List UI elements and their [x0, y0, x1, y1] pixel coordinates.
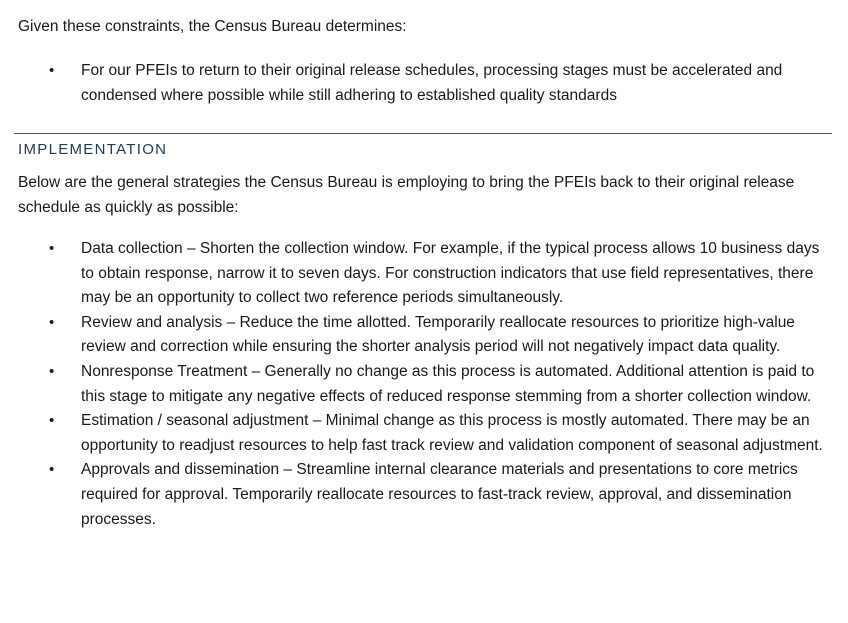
list-item [0, 311, 848, 360]
list-item-text: Review and analysis – Reduce the time allotted. Temporarily reallocate resources to prioritize high-value review and correction while ensuring the shorter analysis period will not negatively impact data quality. [81, 313, 795, 356]
list-item-text: For our PFEIs to return to their original release schedules, processing stages must be accelerated and condensed where possible while still adhering to established quality standards [81, 62, 783, 104]
list-item [0, 360, 848, 409]
section-divider [14, 133, 832, 134]
list-item-text: Estimation / seasonal adjustment – Minimal change as this process is mostly automated. There may be an opportunity to readjust resources to help fast track review and validation component of seasonal adjustment. [81, 412, 823, 454]
section-heading: IMPLEMENTATION [18, 141, 168, 158]
bullet-icon: • [49, 461, 55, 479]
bullet-icon: • [49, 313, 55, 331]
bullet-icon: • [49, 240, 55, 257]
implementation-intro: Below are the general strategies the Census Bureau is employing to bring the PFEIs back to their original release schedule as quickly as possible: [18, 174, 795, 216]
implementation-list [0, 237, 848, 532]
intro-paragraph: Given these constraints, the Census Bureau determines: [18, 18, 407, 35]
determinations-list [0, 59, 848, 108]
bullet-icon: • [49, 412, 55, 430]
list-item [0, 237, 848, 311]
list-item-text: Nonresponse Treatment – Generally no change as this process is automated. Additional attention is paid to this stage to mitigate any negative effects of reduced response stemming from a shorter collection window. [81, 362, 815, 405]
list-item-text: Data collection – Shorten the collection window. For example, if the typical process allows 10 business days to obtain response, narrow it to seven days. For construction indicators that use field representatives, there may be an opportunity to collect two reference periods simultaneously. [81, 240, 820, 307]
list-item [0, 409, 848, 458]
list-item-text: Approvals and dissemination – Streamline internal clearance materials and presentations to core metrics required for approval. Temporarily reallocate resources to fast-track review, approval, and dissemination processes. [81, 461, 798, 528]
bullet-icon: • [49, 362, 55, 380]
list-item [0, 59, 848, 108]
list-item [0, 458, 848, 532]
bullet-icon: • [49, 62, 55, 79]
